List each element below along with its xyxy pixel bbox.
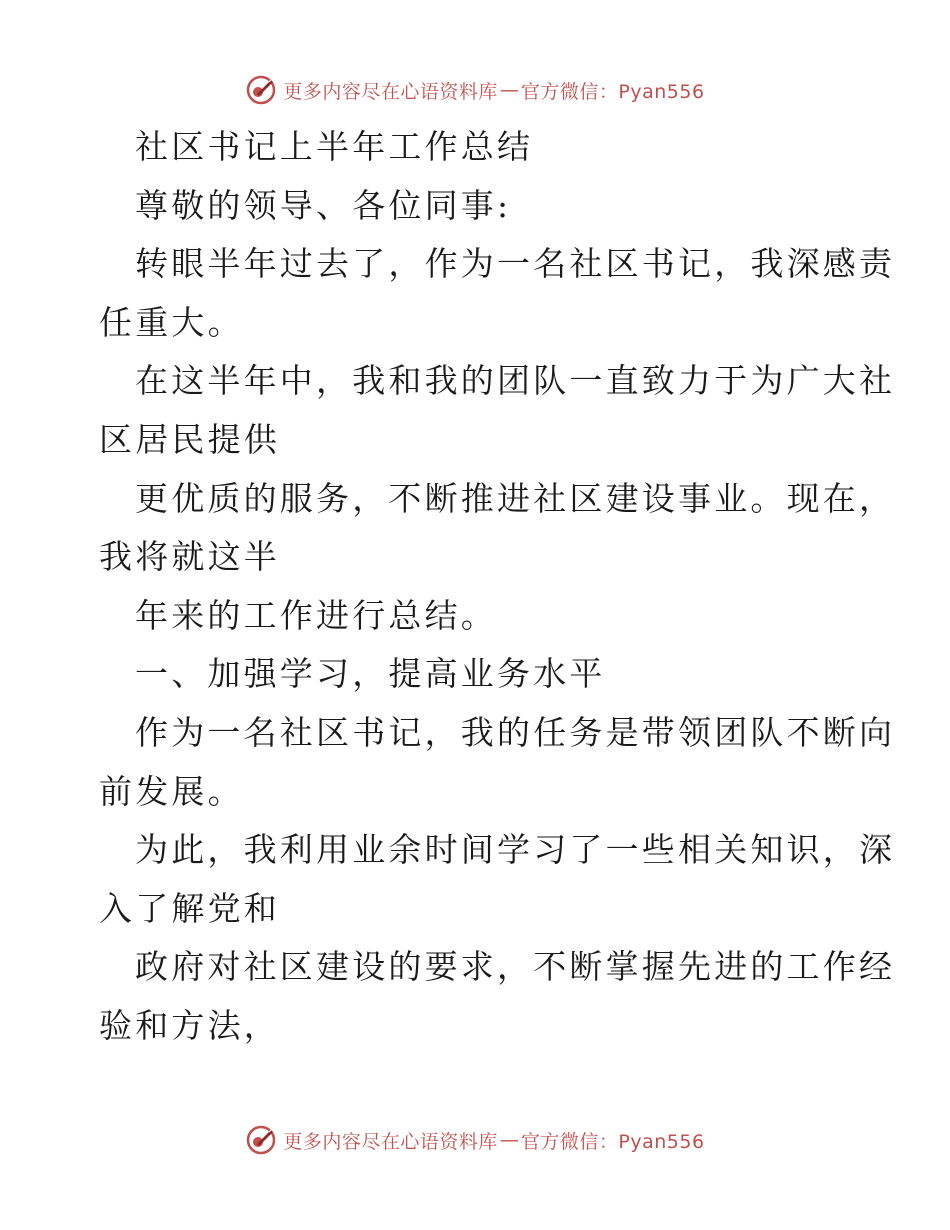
paragraph-line: 验和方法，: [99, 1005, 280, 1045]
pen-logo-icon: [245, 74, 277, 106]
watermark-wechat-text: 官方微信：Pyan556: [520, 1130, 705, 1153]
watermark-site-text: 更多内容尽在心语资料库: [283, 1130, 498, 1153]
paragraph-line: 入了解党和: [99, 888, 280, 928]
document-title: 社区书记上半年工作总结: [135, 127, 534, 166]
paragraph-line: 在这半年中，我和我的团队一直致力于为广大社: [135, 361, 896, 401]
paragraph-line: 为此，我利用业余时间学习了一些相关知识，深: [135, 830, 896, 870]
salutation-line: 尊敬的领导、各位同事:: [135, 185, 512, 225]
watermark-wechat-text: 官方微信：Pyan556: [520, 80, 705, 103]
watermark-separator: —: [499, 79, 519, 101]
paragraph-line: 更优质的服务，不断推进社区建设事业。现在，: [135, 478, 896, 518]
paragraph-line: 任重大。: [99, 302, 244, 342]
section-heading: 一、加强学习，提高业务水平: [135, 654, 606, 694]
paragraph-line: 年来的工作进行总结。: [135, 595, 497, 635]
document-body: [99, 118, 896, 1056]
paragraph-line: 前发展。: [99, 771, 244, 811]
paragraph-line: 区居民提供: [99, 419, 280, 459]
header-watermark: [0, 72, 950, 108]
paragraph-line: 转眼半年过去了，作为一名社区书记，我深感责: [135, 244, 896, 284]
paragraph-line: 作为一名社区书记，我的任务是带领团队不断向: [135, 712, 896, 752]
footer-watermark: [0, 1122, 950, 1158]
paragraph-line: 我将就这半: [99, 537, 280, 577]
watermark-site-text: 更多内容尽在心语资料库: [283, 80, 498, 103]
paragraph-line: 政府对社区建设的要求，不断掌握先进的工作经: [135, 947, 896, 987]
pen-logo-icon: [245, 1124, 277, 1156]
watermark-separator: —: [499, 1129, 519, 1151]
